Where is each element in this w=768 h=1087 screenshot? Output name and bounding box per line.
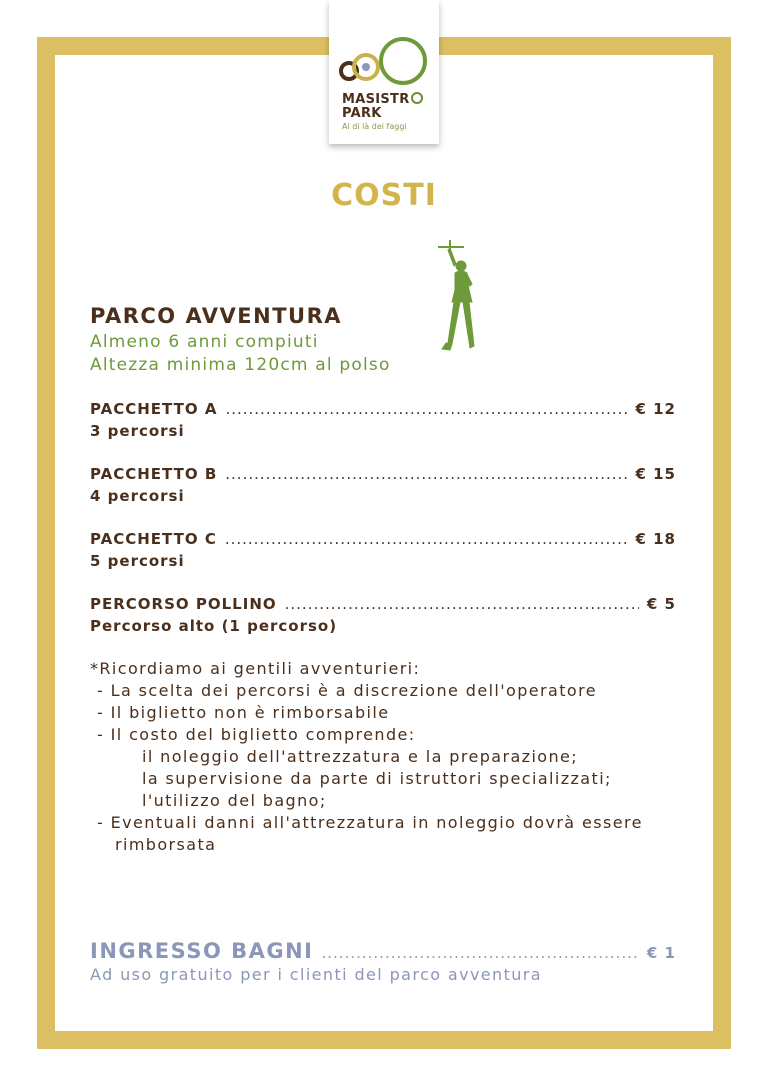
logo-tagline: Al di là dei faggi [342,122,407,131]
dot-leader [225,400,627,418]
notes-intro: *Ricordiamo ai gentili avventurieri: [90,659,421,678]
logo-rings-icon [337,35,433,91]
price-item [90,465,676,505]
price-item [90,595,676,635]
price-item-detail: 4 percorsi [90,487,185,505]
notes-block [90,658,643,856]
price-item-name: PACCHETTO C [90,530,217,548]
bagni-label: INGRESSO BAGNI [90,939,314,963]
price-item-detail: 3 percorsi [90,422,185,440]
price-item-detail: Percorso alto (1 percorso) [90,617,338,635]
notes-line: - Il biglietto non è rimborsabile [97,703,390,722]
notes-line-continued: rimborsata [115,835,217,854]
notes-subline: la supervisione da parte di istruttori specializzati; [142,769,612,788]
section-title: PARCO AVVENTURA [90,304,343,328]
notes-line: - Eventuali danni all'attrezzatura in noleggio dovrà essere [97,813,643,832]
notes-line: - Il costo del biglietto comprende: [97,725,416,744]
dot-leader [225,530,628,548]
bagni-price: € 1 [646,944,676,962]
notes-subline: il noleggio dell'attrezzatura e la preparazione; [142,747,579,766]
dot-leader [285,595,639,613]
price-item-name: PACCHETTO A [90,400,218,418]
requirement-height: Altezza minima 120cm al polso [90,355,391,375]
bagni-detail: Ad uso gratuito per i clienti del parco avventura [90,965,542,984]
adventurer-silhouette-icon [436,240,480,354]
notes-subline: l'utilizzo del bagno; [142,791,327,810]
price-item-price: € 12 [635,400,676,418]
price-item [90,530,676,570]
requirement-age: Almeno 6 anni compiuti [90,332,319,352]
price-item-name: PERCORSO POLLINO [90,595,277,613]
page-title: COSTI [331,178,437,213]
price-item [90,400,676,440]
dot-leader [322,944,639,962]
price-item-name: PACCHETTO B [90,465,218,483]
bagni-item [90,939,676,984]
price-item-price: € 5 [646,595,676,613]
dot-leader [225,465,627,483]
price-item-detail: 5 percorsi [90,552,185,570]
price-item-price: € 18 [635,530,676,548]
logo-name: MASISTR PARK [342,92,423,121]
logo-card [329,0,439,144]
notes-line: - La scelta dei percorsi è a discrezione dell'operatore [97,681,597,700]
price-item-price: € 15 [635,465,676,483]
